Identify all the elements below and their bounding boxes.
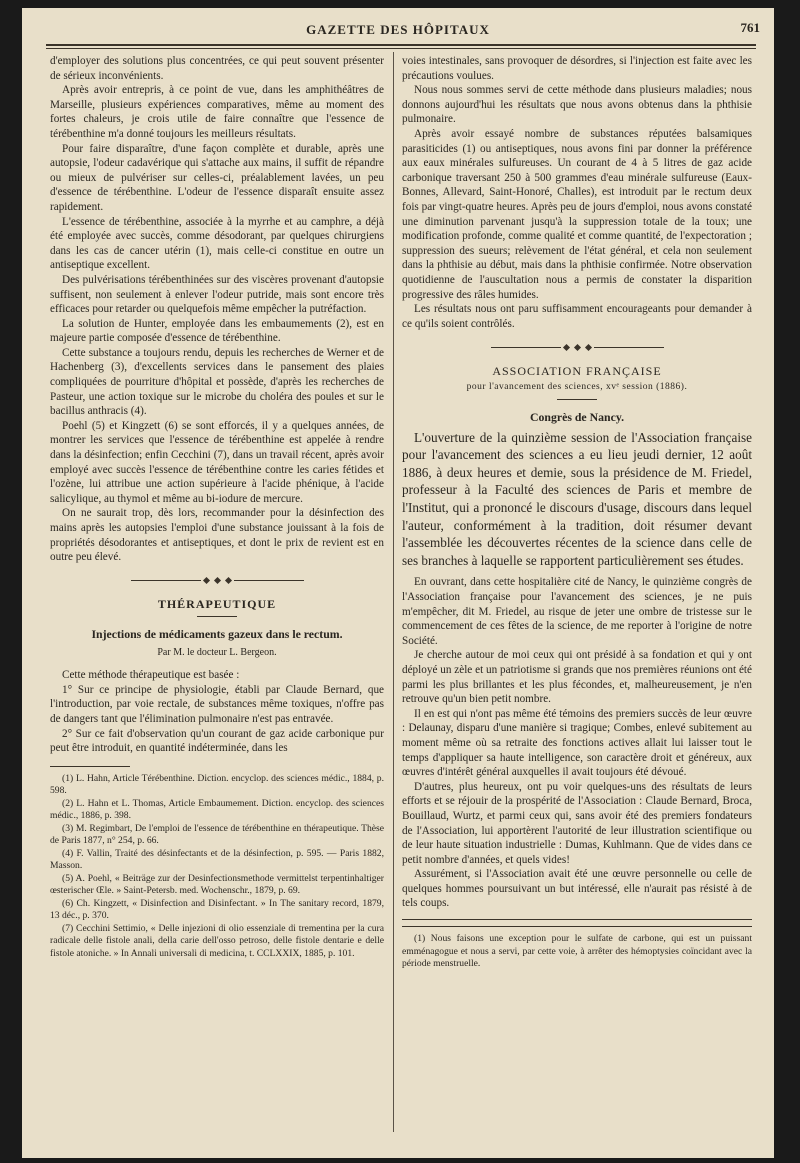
paragraph: La solution de Hunter, employée dans les embaumements (2), est en majeure partie composée d'essence de térébenthine.: [50, 317, 384, 345]
paragraph: On ne saurait trop, dès lors, recommander pour la désinfection des mains après les autopsies l'emploi d'une substance jouissant à la fois de propriétés désodorantes et antiseptiques, et dont le prix de revient est en outre peu élevé.: [50, 507, 384, 564]
footnote-rule: [50, 766, 130, 767]
paragraph: En ouvrant, dans cette hospitalière cité de Nancy, le quinzième congrès de l'Association française pour l'avancement des sciences, je ne puis m'empêcher, dit M. Friedel, au risque de jeter une ombre de tristesse sur le commencement de ces fêtes de la science, de me reporter à l'origine de notre Société.: [402, 576, 752, 647]
paragraph: Pour faire disparaître, d'une façon complète et durable, après une autopsie, l'odeur cadavérique qui s'attache aux mains, il suffit de répandre ou mieux de pulvériser sur celles-ci, préalablement lavées, un peu d'essence de térébenthine. L'odeur de l'essence disparaît ensuite assez rapidement.: [50, 142, 384, 213]
section-ornament: [50, 573, 384, 588]
footnote: (3) M. Regimbart, De l'emploi de l'essence de térébenthine en thérapeutique. Thèse de Paris 1877, n° 254, p. 66.: [50, 822, 384, 847]
paragraph: d'employer des solutions plus concentrées, ce qui peut souvent présenter de sérieux inconvénients.: [50, 55, 384, 82]
section-title: THÉRAPEUTIQUE: [157, 597, 277, 612]
footnote: (7) Cecchini Settimio, « Delle injezioni di olio essenziale di trementina per la cura radicale delle fistole anali, della carie dell'osso petroso, delle fistole dentarie e delle fistole atoniche. » In Annali universali di medicina, t. CCLXXIX, 1885, p. 101.: [50, 922, 384, 959]
article-title: Injections de médicaments gazeux dans le rectum.: [91, 626, 343, 641]
byline: Par M. le docteur L. Bergeon.: [157, 646, 277, 658]
header-rule-thin: [46, 48, 756, 49]
section-title: ASSOCIATION FRANÇAISE: [492, 363, 662, 378]
title-rule: [197, 616, 237, 617]
paragraph: voies intestinales, sans provoquer de désordres, si l'injection est faite avec les précautions voulues.: [402, 55, 752, 82]
paragraph: Assurément, si l'Association avait été une œuvre personnelle ou celle de quelques hommes poursuivant un but intéressé, elle n'aurait pas résisté à de tels coups.: [402, 868, 752, 910]
paragraph: L'essence de térébenthine, associée à la myrrhe et au camphre, a déjà été employée avec succès, comme désodorant, par quelques chirurgiens dans les cas de cancer utérin (1), mais celle-ci constitue en outre un antiseptique excellent.: [50, 215, 384, 272]
paragraph: Nous nous sommes servi de cette méthode dans plusieurs maladies; nous donnons aujourd'hui les résultats que nous avons obtenus dans la phthisie pulmonaire.: [402, 84, 752, 126]
footnote: (5) A. Poehl, « Beiträge zur der Desinfectionsmethode vermittelst terpentinhaltiger œsterischer Œle. » Saint-Petersb. med. Wochenschr., 1879, p. 69.: [50, 872, 384, 897]
paragraph: Je cherche autour de moi ceux qui ont présidé à sa fondation et qui y ont déployé un zèle et un patriotisme si grands que nos premières réunions ont été parmi les plus brillantes et les plus fécondes, et, malheureusement, je n'en retrouve qu'un bien petit nombre.: [402, 649, 752, 706]
running-title: GAZETTE DES HÔPITAUX: [306, 22, 490, 37]
footnote: (1) Nous faisons une exception pour le sulfate de carbone, qui est un puissant emménagogue et nous a servi, par cette voie, à arrêter des hémoptysies coïncidant avec la période menstruelle.: [402, 933, 752, 970]
paragraph: Des pulvérisations térébenthinées sur des viscères provenant d'autopsie suffisent, non seulement à enlever l'odeur putride, mais sont encore très efficaces pour retarder ou quelquefois même empêcher la putréfaction.: [50, 273, 384, 316]
section-ornament: [402, 339, 752, 354]
title-rule: [557, 399, 597, 400]
paragraph: Après avoir essayé nombre de substances réputées balsamiques parasiticides (1) ou antiseptiques, nous avons fini par donner la préférence aux eaux minérales sulfureuses. Un courant de 4 à 5 litres de gaz acide carbonique traversant 250 à 500 grammes d'eau minérale sulfureuse (Eaux-Bonnes, Allevard, Saint-Honoré, Challes), est introduit par le rectum deux fois par vingt-quatre heures. Après peu de jours d'emploi, nous avons constaté une diminution parvenant jusqu'à la suppression totale de la toux; une modification profonde, comme qualité et comme quantité, de l'expectoration ; suppression des sueurs; relèvement de l'état général, et cela non seulement dans la phthisie au début, mais dans la phthisie confirmée. Notre observation quotidienne de l'auscultation nous a permis de constater la disparition progressive des râles humides.: [402, 127, 752, 301]
paragraph: Après avoir entrepris, à ce point de vue, dans les amphithéâtres de Marseille, plusieurs expériences comparatives, même au moment des fortes chaleurs, je crois utile de faire connaître que l'essence de térébenthine m'a donné toujours les meilleurs résultats.: [50, 84, 384, 140]
footnote: (2) L. Hahn et L. Thomas, Article Embaumement. Diction. encyclop. des sciences médic., 1886, p. 398.: [50, 797, 384, 822]
paragraph: Cette méthode thérapeutique est basée :: [62, 669, 240, 682]
column-divider: [393, 52, 394, 1132]
paragraph: Les résultats nous ont paru suffisamment encourageants pour demander à ce qu'ils soient contrôlés.: [402, 303, 752, 330]
article-title: Congrès de Nancy.: [529, 410, 625, 425]
paragraph: 2° Sur ce fait d'observation qu'un courant de gaz acide carbonique pur peut être introduit, en quantité indéterminée, dans les: [50, 727, 384, 755]
section-subtitle: pour l'avancement des sciences, xvᵉ session (1886).: [466, 382, 688, 393]
footnote: (1) L. Hahn, Article Térébenthine. Diction. encyclop. des sciences médic., 1884, p. 598.: [50, 772, 384, 797]
paragraph: Cette substance a toujours rendu, depuis les recherches de Werner et de Hachenberg (3), d'excellents services dans le pansement des plaies compliquées de pourriture d'hôpital et possède, d'après les recherches de Pasteur, une action toxique sur le microbe du choléra des poules et sur le bacillus anthracis (4).: [50, 346, 384, 418]
footnote: (4) F. Vallin, Traité des désinfectants et de la désinfection, p. 595. — Paris 1882, Masson.: [50, 847, 384, 872]
intro-block: [402, 429, 752, 570]
newspaper-page: [22, 8, 774, 1158]
paragraph: 1° Sur ce principe de physiologie, établi par Claude Bernard, que l'introduction, par voie rectale, de substances même toxiques, n'offre pas de dangers tant que l'élimination pulmonaire n'est pas entravée.: [50, 683, 384, 725]
footnote: (6) Ch. Kingzett, « Disinfection and Disinfectant. » In The sanitary record, 1879, 13 déc., p. 370.: [50, 897, 384, 922]
header-rule: [46, 44, 756, 46]
paragraph: D'autres, plus heureux, ont pu voir quelques-uns des résultats de leurs efforts et se réjouir de la prospérité de l'Association : Claude Bernard, Broca, Bouillaud, Wurtz, et parmi ceux qui, sans avoir été des premiers fondateurs de l'Association, lui apportèrent l'autorité de leur illustration scientifique ou de leur haute situation industrielle : Dumas, Kuhlmann. Que de vides dans ce petit nombre d'années, et quels vides!: [402, 780, 752, 866]
footnote-rule-thin: [402, 926, 752, 927]
footnote-rule: [402, 919, 752, 920]
paragraph: Poehl (5) et Kingzett (6) se sont efforcés, il y a quelques années, de montrer les services que l'essence de térébenthine est appelée à rendre dans la désinfection; enfin Cecchini (7), dans un travail récent, après avoir employé avec succès l'essence de térébenthine contre les caries fétides et l'ozène, lui attribue une action supérieure à l'acide phénique, à l'acide salicylique, au thymol et même au bi-iodure de mercure.: [50, 419, 384, 505]
paragraph: Il en est qui n'ont pas même été témoins des premiers succès de leur œuvre : Delaunay, disparu d'une manière si tragique; Combes, enlevé subitement au moment même où sa retraite des fonctions actives allait lui laisser tout le temps d'appliquer sa haute intelligence, son caractère droit et généreux, aux œuvres d'intérêt général auxquelles il avait toujours été dévoué.: [402, 707, 752, 779]
intro-paragraph: L'ouverture de la quinzième session de l'Association française pour l'avancement des sciences a eu lieu jeudi dernier, 12 août 1886, à deux heures et demie, sous la présidence de M. Friedel, professeur à la Faculté des sciences de Paris et membre de l'Institut, qui a prononcé le discours d'usage, discours dans lequel l'auteur, conformément à la tradition, doit résumer devant l'assemblée les découvertes récentes de la science dans celle de ses branches à laquelle se rapportent particulièrement ses études.: [402, 429, 752, 568]
right-column: [402, 54, 752, 971]
left-column: [50, 54, 384, 960]
page-number: 761: [740, 20, 760, 35]
